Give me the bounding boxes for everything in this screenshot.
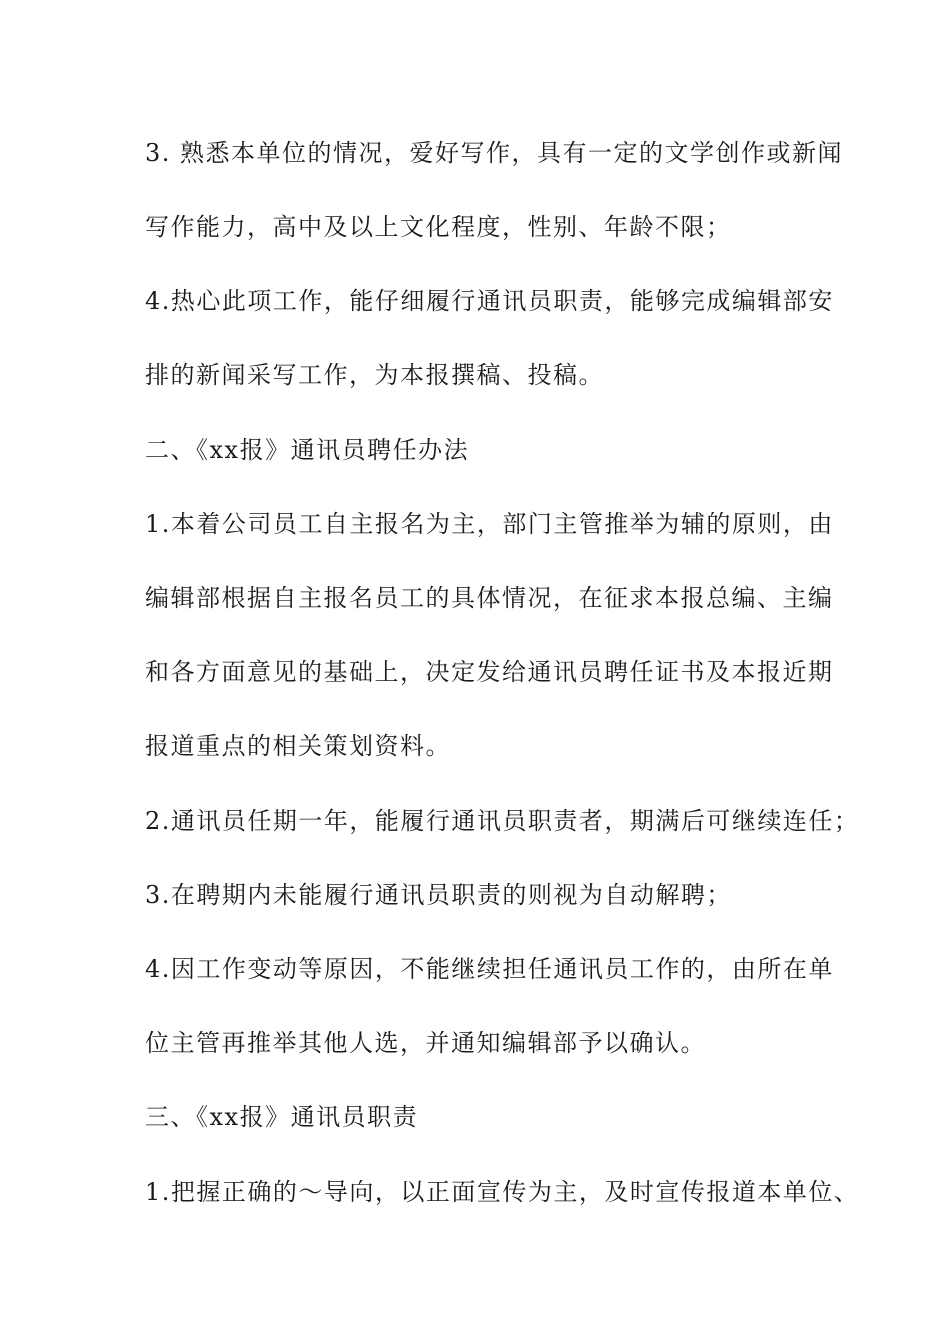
text-line: 2.通讯员任期一年，能履行通讯员职责者，期满后可继续连任； — [145, 807, 860, 835]
text-line: 和各方面意见的基础上，决定发给通讯员聘任证书及本报近期 — [145, 658, 834, 686]
text-line: 位主管再推举其他人选，并通知编辑部予以确认。 — [145, 1029, 706, 1057]
text-line: 排的新闻采写工作，为本报撰稿、投稿。 — [145, 361, 604, 389]
text-line: 4.热心此项工作，能仔细履行通讯员职责，能够完成编辑部安 — [145, 287, 834, 315]
text-line: 写作能力，高中及以上文化程度，性别、年龄不限； — [145, 213, 732, 241]
text-line: 4.因工作变动等原因，不能继续担任通讯员工作的，由所在单 — [145, 955, 834, 983]
text-line: 编辑部根据自主报名员工的具体情况，在征求本报总编、主编 — [145, 584, 834, 612]
section-heading: 三、《xx报》通讯员职责 — [145, 1103, 419, 1131]
text-line: 1.把握正确的～导向，以正面宣传为主，及时宣传报道本单位、 — [145, 1178, 860, 1206]
section-heading: 二、《xx报》通讯员聘任办法 — [145, 436, 470, 464]
text-line: 3. 熟悉本单位的情况，爱好写作，具有一定的文学创作或新闻 — [145, 139, 844, 167]
text-line: 1.本着公司员工自主报名为主，部门主管推举为辅的原则，由 — [145, 510, 834, 538]
text-line: 报道重点的相关策划资料。 — [145, 732, 451, 760]
text-line: 3.在聘期内未能履行通讯员职责的则视为自动解聘； — [145, 881, 732, 909]
